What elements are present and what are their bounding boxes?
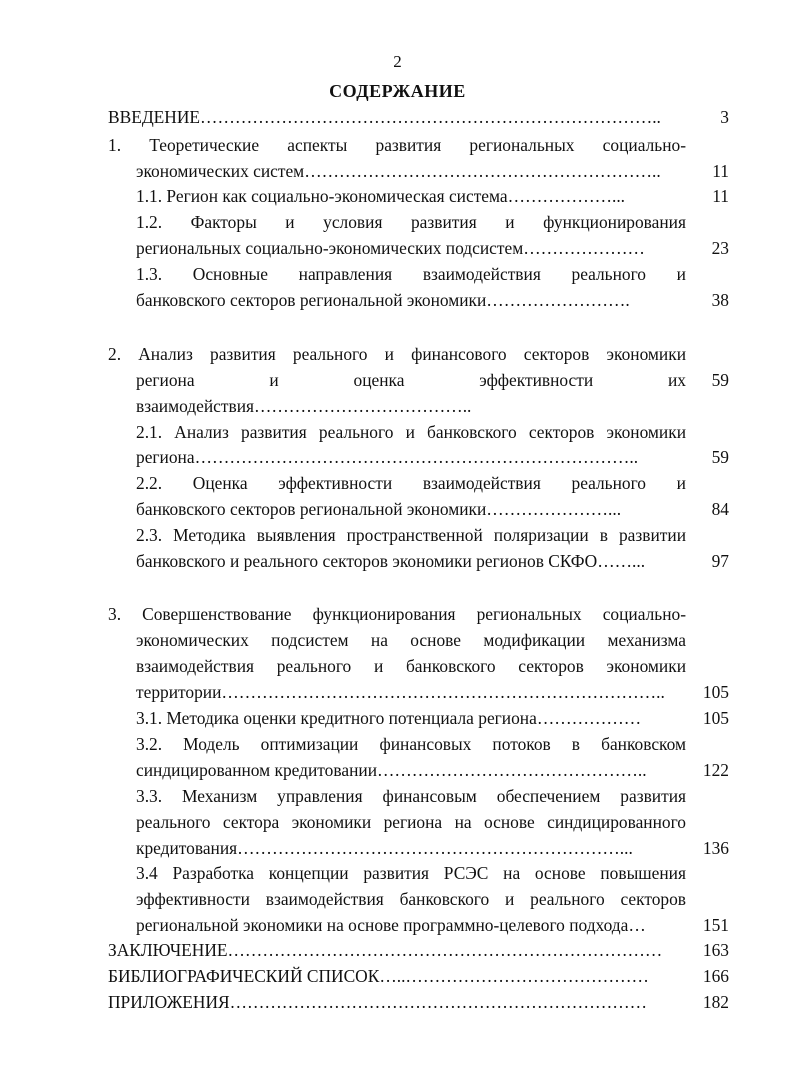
toc-line: 3. Совершенствование функционирования региональных социально- [108,604,686,624]
toc-line: банковского секторов региональной экономики……………………. [136,290,630,310]
toc-line: экономических подсистем на основе модификации механизма [136,630,686,650]
toc-page: 105 [702,682,729,702]
toc-line: 1. Теоретические аспекты развития региональных социально- [108,135,686,155]
toc-line: ПРИЛОЖЕНИЯ……………………………………………………………… [108,992,648,1012]
toc-line: 2.3. Методика выявления пространственной поляризации в развитии [136,525,686,545]
toc-line: экономических систем…………………………………………………….. [136,161,661,181]
toc-page: 151 [702,915,729,935]
toc-line: эффективности взаимодействия банковского и реального секторов [136,889,686,909]
toc-title: СОДЕРЖАНИЕ [329,81,466,101]
toc-line: региональных социально-экономических подсистем………………… [136,238,645,258]
toc-line: банковского и реального секторов экономики регионов СКФО……... [136,551,646,571]
toc-page: 84 [711,499,729,519]
toc-page: 97 [711,551,729,571]
toc-page: 11 [712,186,729,206]
toc-page: 136 [702,838,729,858]
toc-line: региона………………………………………………………………….. [136,447,639,467]
toc-page: 3 [720,107,729,127]
toc-line: БИБЛИОГРАФИЧЕСКИЙ СПИСОК…..…………………………………… [108,966,649,986]
toc-line: ВВЕДЕНИЕ…………………………………………………………………….. [108,107,661,127]
toc-line: 1.3. Основные направления взаимодействия реального и [136,264,686,284]
toc-page: 23 [711,238,729,258]
toc-line: ЗАКЛЮЧЕНИЕ………………………………………………………………… [108,940,663,960]
toc-line: региональной экономики на основе программно-целевого подхода… [136,915,646,935]
toc-page: 38 [711,290,729,310]
toc-line: региона и оценка эффективности их [136,370,686,390]
toc-page: 122 [702,760,729,780]
toc-line: 3.1. Методика оценки кредитного потенциала региона……………… [136,708,642,728]
page-number: 2 [393,52,402,71]
toc-page: 166 [702,966,729,986]
toc-line: 1.2. Факторы и условия развития и функционирования [136,212,686,232]
toc-page: 59 [711,370,729,390]
toc-page: 163 [702,940,729,960]
toc-line: реального сектора экономики региона на основе синдицированного [136,812,686,832]
toc-line: 2.1. Анализ развития реального и банковского секторов экономики [136,422,686,442]
toc-page: 11 [712,161,729,181]
toc-line: кредитования…………………………………………………………... [136,838,633,858]
toc-page: 59 [711,447,729,467]
toc-line: 3.2. Модель оптимизации финансовых потоков в банковском [136,734,686,754]
toc-line: синдицированном кредитовании……………………………………….. [136,760,647,780]
toc-line: 3.3. Механизм управления финансовым обеспечением развития [136,786,686,806]
toc-line: банковского секторов региональной экономики…………………... [136,499,622,519]
toc-line: 1.1. Регион как социально-экономическая система………………... [136,186,626,206]
toc-line: 2. Анализ развития реального и финансового секторов экономики [108,344,686,364]
toc-page: 105 [702,708,729,728]
toc-line: территории………………………………………………………………….. [136,682,665,702]
toc-line: взаимодействия……………………………….. [136,396,472,416]
toc-line: 2.2. Оценка эффективности взаимодействия реального и [136,473,686,493]
toc-page: 182 [702,992,729,1012]
toc-line: взаимодействия реального и банковского секторов экономики [136,656,686,676]
toc-line: 3.4 Разработка концепции развития РСЭС на основе повышения [136,863,686,883]
